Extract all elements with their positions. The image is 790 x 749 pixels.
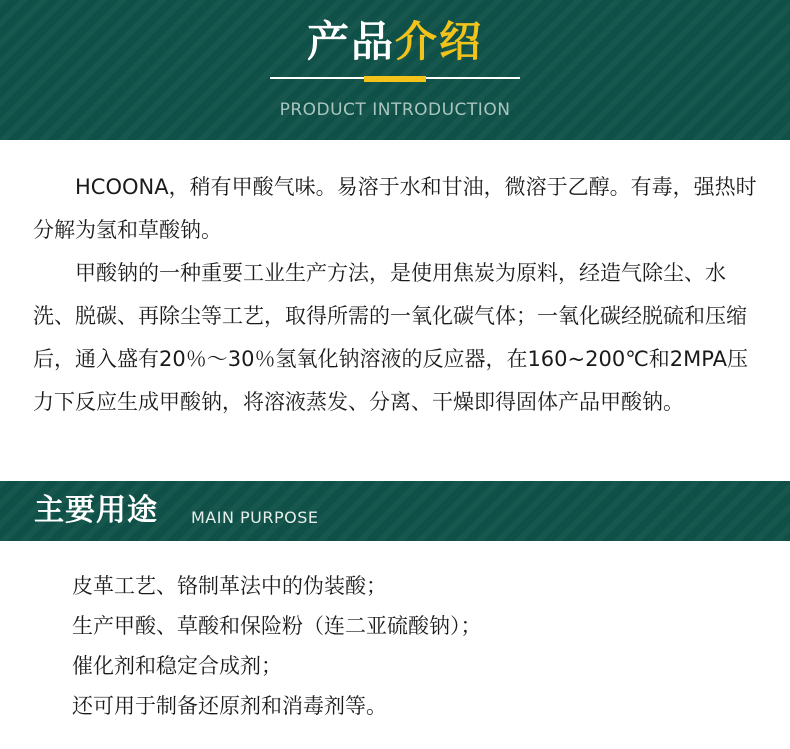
uses-list xyxy=(72,566,772,726)
banner-title-accent: 介绍 xyxy=(395,17,484,66)
product-intro-banner xyxy=(0,0,790,140)
section-subtitle: MAIN PURPOSE xyxy=(191,508,319,527)
intro-paragraph-2: 甲酸钠的一种重要工业生产方法，是使用焦炭为原料，经造气除尘、水洗、脱碳、再除尘等工艺，取得所需的一氧化碳气体；一氧化碳经脱硫和压缩后，通入盛有20％～30％氢氧化钠溶液的反应器，在160~200℃和2MPA压力下反应生成甲酸钠，将溶液蒸发、分离、干燥即得固体产品甲酸钠。 xyxy=(33,261,748,414)
banner-subtitle: PRODUCT INTRODUCTION xyxy=(279,100,511,120)
banner-accent-bar xyxy=(364,76,426,82)
section-title: 主要用途 xyxy=(34,493,158,528)
main-purpose-header xyxy=(0,481,790,541)
list-item: 催化剂和稳定合成剂； xyxy=(72,654,282,678)
list-item: 还可用于制备还原剂和消毒剂等。 xyxy=(72,694,387,718)
list-item: 生产甲酸、草酸和保险粉（连二亚硫酸钠）； xyxy=(72,614,482,638)
list-item: 皮革工艺、铬制革法中的伪装酸； xyxy=(72,574,387,598)
banner-title-main: 产品 xyxy=(306,17,395,66)
intro-text xyxy=(33,166,761,424)
intro-paragraph-1: HCOONA，稍有甲酸气味。易溶于水和甘油，微溶于乙醇。有毒，强热时分解为氢和草酸钠。 xyxy=(33,175,757,242)
banner-title xyxy=(0,14,790,70)
